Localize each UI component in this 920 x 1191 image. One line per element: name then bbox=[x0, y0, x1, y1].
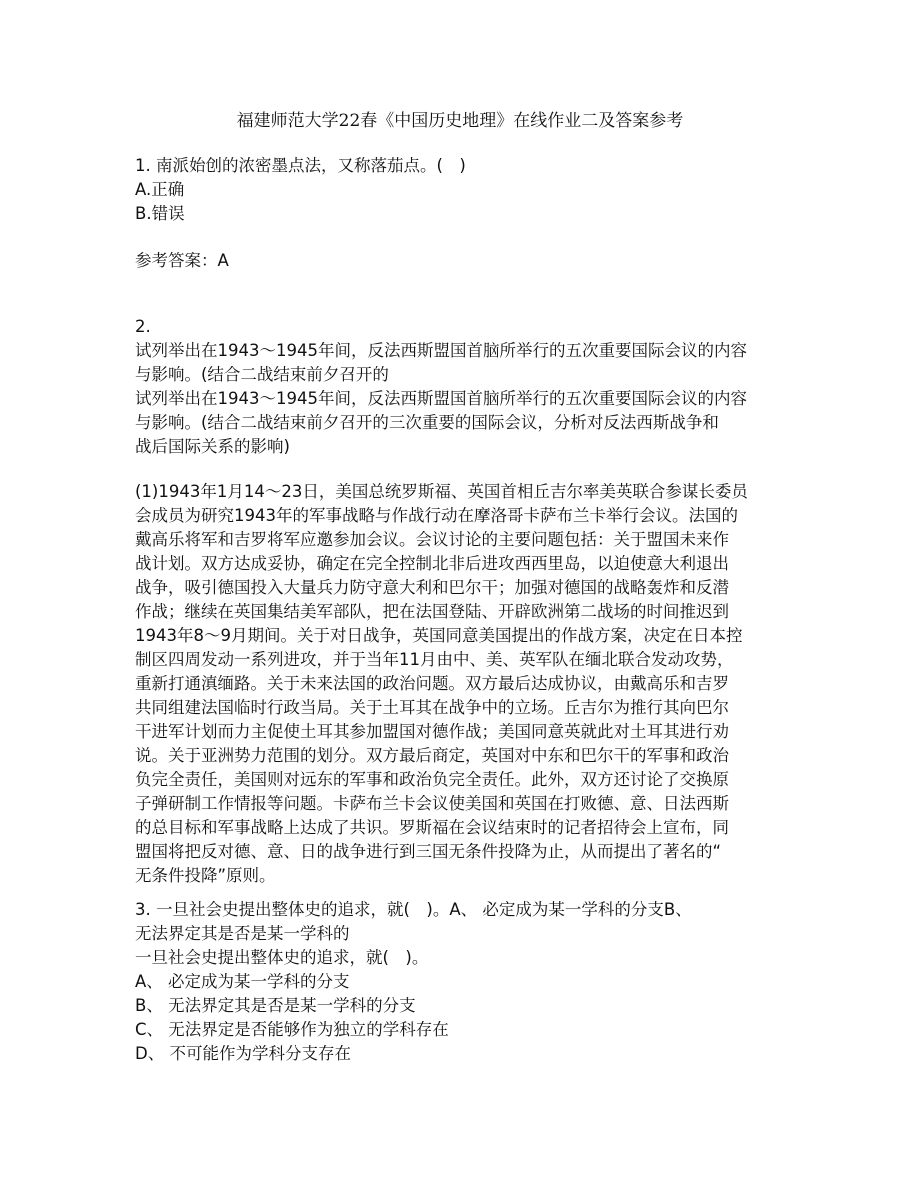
q3-stem-line: 3. 一旦社会史提出整体史的追求，就( )。A、 必定成为某一学科的分支B、 bbox=[135, 900, 692, 919]
q3-stem-line: 一旦社会史提出整体史的追求，就( )。 bbox=[135, 948, 429, 967]
q2-answer-line: 作战；继续在英国集结美军部队，把在法国登陆、开辟欧洲第二战场的时间推迟到 bbox=[135, 602, 729, 621]
q3-option-c: C、 无法界定是否能够作为独立的学科存在 bbox=[135, 1020, 449, 1039]
q2-answer-line: 重新打通滇缅路。关于未来法国的政治问题。双方最后达成协议，由戴高乐和吉罗 bbox=[135, 674, 729, 693]
q2-stem-line: 战后国际关系的影响) bbox=[135, 437, 290, 456]
q2-answer-line: (1)1943年1月14～23日，美国总统罗斯福、英国首相丘吉尔率美英联合参谋长委员 bbox=[135, 482, 748, 501]
q1-option-a: A.正确 bbox=[135, 180, 185, 199]
q2-answer-line: 子弹研制工作情报等问题。卡萨布兰卡会议使美国和英国在打败德、意、日法西斯 bbox=[135, 794, 729, 813]
q2-stem-line: 与影响。(结合二战结束前夕召开的三次重要的国际会议，分析对反法西斯战争和 bbox=[135, 413, 719, 432]
q2-answer-line: 制区四周发动一系列进攻，并于当年11月由中、美、英军队在缅北联合发动攻势， bbox=[135, 650, 734, 669]
q2-answer-line: 战争，吸引德国投入大量兵力防守意大利和巴尔干；加强对德国的战略轰炸和反潜 bbox=[135, 578, 729, 597]
q1-option-b: B.错误 bbox=[135, 204, 185, 223]
q2-stem-line: 与影响。(结合二战结束前夕召开的 bbox=[135, 365, 389, 384]
q2-answer-line: 戴高乐将军和吉罗将军应邀参加会议。会议讨论的主要问题包括：关于盟国未来作 bbox=[135, 530, 729, 549]
q3-block bbox=[135, 898, 785, 1066]
q3-option-b: B、 无法界定其是否是某一学科的分支 bbox=[135, 996, 416, 1015]
q2-stem-line: 试列举出在1943～1945年间，反法西斯盟国首脑所举行的五次重要国际会议的内容 bbox=[135, 389, 747, 408]
q2-answer-line: 会成员为研究1943年的军事战略与作战行动在摩洛哥卡萨布兰卡举行会议。法国的 bbox=[135, 506, 738, 525]
q2-stem bbox=[135, 339, 785, 459]
q3-stem-line: 无法界定其是否是某一学科的 bbox=[135, 924, 350, 943]
q2-stem-line: 试列举出在1943～1945年间，反法西斯盟国首脑所举行的五次重要国际会议的内容 bbox=[135, 341, 747, 360]
q2-answer bbox=[135, 480, 785, 888]
q2-answer-line: 盟国将把反对德、意、日的战争进行到三国无条件投降为止，从而提出了著名的“ bbox=[135, 842, 722, 861]
q2-answer-line: 无条件投降”原则。 bbox=[135, 866, 276, 885]
q2-answer-line: 负完全责任，美国则对远东的军事和政治负完全责任。此外，双方还讨论了交换原 bbox=[135, 770, 729, 789]
q3-option-a: A、 必定成为某一学科的分支 bbox=[135, 972, 350, 991]
q2-answer-line: 的总目标和军事战略上达成了共识。罗斯福在会议结束时的记者招待会上宣布，同 bbox=[135, 818, 729, 837]
q2-answer-line: 战计划。双方达成妥协，确定在完全控制北非后进攻西西里岛，以迫使意大利退出 bbox=[135, 554, 729, 573]
q2-answer-line: 共同组建法国临时行政当局。关于土耳其在战争中的立场。丘吉尔为推行其向巴尔 bbox=[135, 698, 729, 717]
q1-stem: 1. 南派始创的浓密墨点法，又称落茄点。( ) bbox=[135, 156, 466, 175]
page-title: 福建师范大学22春《中国历史地理》在线作业二及答案参考 bbox=[236, 111, 684, 131]
q3-option-d: D、 不可能作为学科分支存在 bbox=[135, 1044, 351, 1063]
q2-number: 2. bbox=[135, 317, 151, 336]
q2-answer-line: 干进军计划而力主促使土耳其参加盟国对德作战；美国同意英就此对土耳其进行劝 bbox=[135, 722, 729, 741]
q1-answer: 参考答案：A bbox=[135, 251, 229, 270]
q2-answer-line: 1943年8～9月期间。关于对日战争，英国同意美国提出的作战方案，决定在日本控 bbox=[135, 626, 743, 645]
q2-answer-line: 说。关于亚洲势力范围的划分。双方最后商定，英国对中东和巴尔干的军事和政治 bbox=[135, 746, 729, 765]
